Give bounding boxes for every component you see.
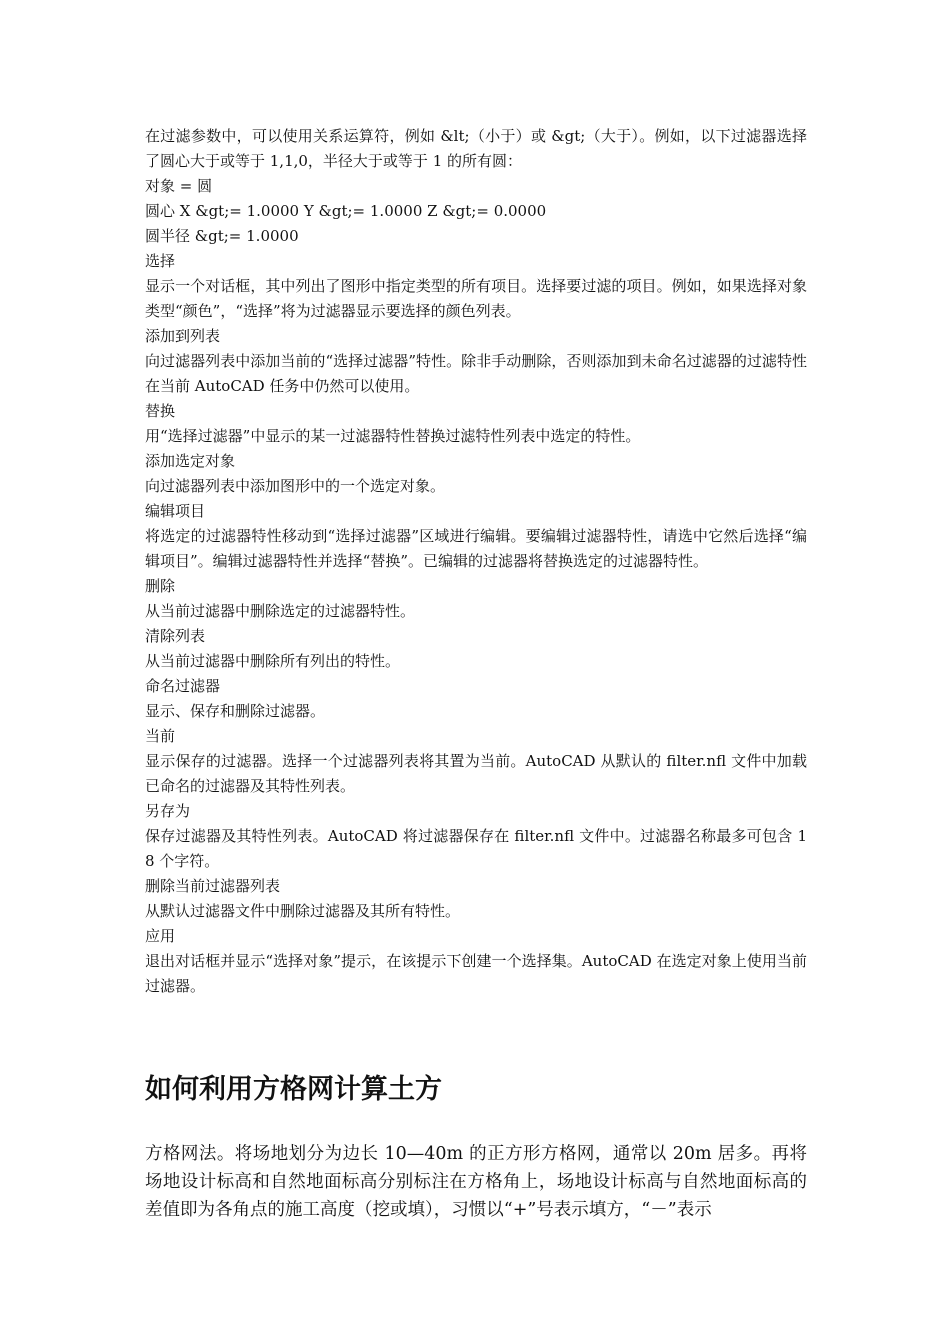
section-earthwork: [145, 1070, 807, 1224]
paragraph: 显示、保存和删除过滤器。: [145, 702, 326, 720]
term-heading: 清除列表: [145, 627, 206, 645]
paragraph: 从默认过滤器文件中删除过滤器及其所有特性。: [145, 902, 461, 920]
term-line: 圆心 X &gt;= 1.0000 Y &gt;= 1.0000 Z &gt;= 0.0000: [145, 202, 547, 220]
term-heading: 添加到列表: [145, 327, 221, 345]
term-heading: 删除当前过滤器列表: [145, 877, 281, 895]
paragraph: 退出对话框并显示“选择对象”提示，在该提示下创建一个选择集。AutoCAD 在选定对象上使用当前过滤器。: [145, 952, 807, 995]
paragraph: 用“选择过滤器”中显示的某一过滤器特性替换过滤特性列表中选定的特性。: [145, 427, 641, 445]
term-heading: 应用: [145, 927, 176, 945]
paragraph: 从当前过滤器中删除选定的过滤器特性。: [145, 602, 416, 620]
term-heading: 添加选定对象: [145, 452, 236, 470]
term-heading: 替换: [145, 402, 176, 420]
paragraph: 显示一个对话框，其中列出了图形中指定类型的所有项目。选择要过滤的项目。例如，如果选择对象类型“颜色”，“选择”将为过滤器显示要选择的颜色列表。: [145, 277, 807, 320]
term-heading: 选择: [145, 252, 176, 270]
term-heading: 当前: [145, 727, 176, 745]
term-heading: 编辑项目: [145, 502, 206, 520]
document-body: [145, 124, 807, 999]
section-paragraph: 方格网法。将场地划分为边长 10—40m 的正方形方格网，通常以 20m 居多。再将场地设计标高和自然地面标高分别标注在方格角上，场地设计标高与自然地面标高的差值即为各角点的施工高度（挖或填），习惯以“+”号表示填方，“－”表示: [145, 1144, 807, 1220]
paragraph: 从当前过滤器中删除所有列出的特性。: [145, 652, 401, 670]
term-heading: 删除: [145, 577, 176, 595]
paragraph: 显示保存的过滤器。选择一个过滤器列表将其置为当前。AutoCAD 从默认的 filter.nfl 文件中加载已命名的过滤器及其特性列表。: [145, 752, 807, 795]
paragraph: 保存过滤器及其特性列表。AutoCAD 将过滤器保存在 filter.nfl 文件中。过滤器名称最多可包含 18 个字符。: [145, 827, 807, 870]
paragraph: 向过滤器列表中添加图形中的一个选定对象。: [145, 477, 446, 495]
paragraph: 在过滤参数中，可以使用关系运算符，例如 &lt;（小于）或 &gt;（大于）。例如，以下过滤器选择了圆心大于或等于 1,1,0，半径大于或等于 1 的所有圆：: [145, 127, 807, 170]
section-heading: 如何利用方格网计算土方: [145, 1074, 442, 1105]
paragraph: 向过滤器列表中添加当前的“选择过滤器”特性。除非手动删除，否则添加到未命名过滤器的过滤特性在当前 AutoCAD 任务中仍然可以使用。: [145, 352, 807, 395]
term-line: 对象 = 圆: [145, 177, 213, 195]
term-line: 圆半径 &gt;= 1.0000: [145, 227, 299, 245]
paragraph: 将选定的过滤器特性移动到“选择过滤器”区域进行编辑。要编辑过滤器特性，请选中它然后选择“编辑项目”。编辑过滤器特性并选择“替换”。已编辑的过滤器将替换选定的过滤器特性。: [145, 527, 807, 570]
term-heading: 另存为: [145, 802, 191, 820]
term-heading: 命名过滤器: [145, 677, 221, 695]
